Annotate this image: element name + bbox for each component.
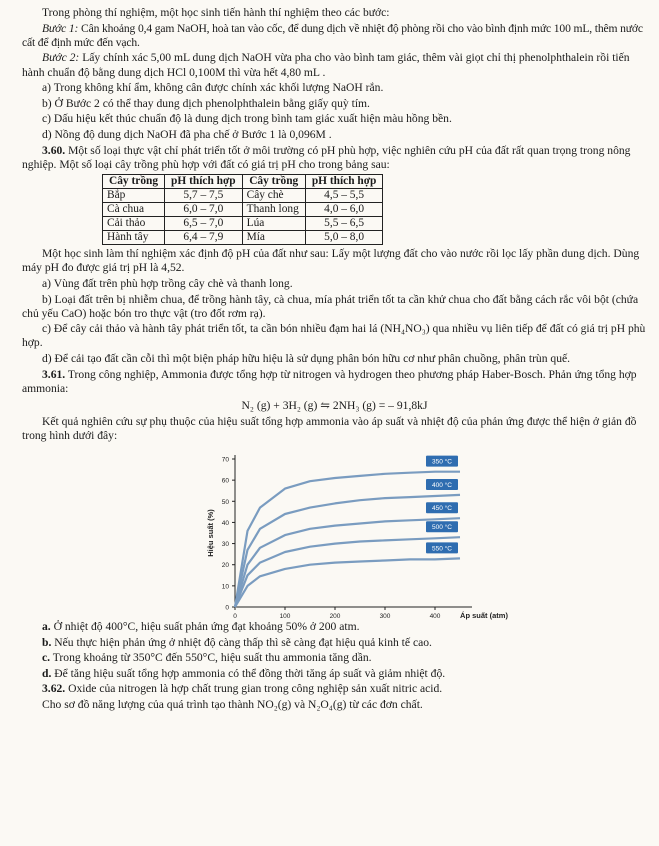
table-cell: Mía bbox=[242, 230, 305, 244]
q360-item-d: d) Để cải tạo đất cần cỗi thì một biện pháp hữu hiệu là sử dụng phân bón hữu cơ như phân chuồng, phân trùn quế. bbox=[42, 352, 571, 366]
step-1-text: Cân khoảng 0,4 gam NaOH, hoà tan vào cốc, để dung dịch về nhiệt độ phòng rồi cho vào bình định mức 100 mL, thêm nước cất để định mức đến vạch. bbox=[22, 21, 643, 49]
table-cell: 6,0 – 7,0 bbox=[165, 202, 243, 216]
table-cell: 4,5 – 5,5 bbox=[305, 188, 383, 202]
table-cell: Cải thảo bbox=[103, 216, 165, 230]
q360-intro-text: Một số loại thực vật chỉ phát triển tốt ở môi trường có pH phù hợp, việc nghiên cứu pH của đất rất quan trọng trong nông nghiệp. Một số loại cây trồng phù hợp với đất có giá trị pH cho trong bảng sau: bbox=[22, 143, 631, 171]
q362-number: 3.62. bbox=[42, 682, 66, 696]
q361-after: Kết quả nghiên cứu sự phụ thuộc của hiệu suất tổng hợp ammonia vào áp suất và nhiệt độ của phản ứng được thể hiện ở giản đồ trong hình dưới đây: bbox=[22, 415, 637, 443]
q361-item-b-label: b. bbox=[42, 635, 52, 649]
table-cell: 4,0 – 6,0 bbox=[305, 202, 383, 216]
step-2-label: Bước 2: bbox=[42, 51, 80, 65]
table-header: pH thích hợp bbox=[165, 174, 243, 188]
q361-item-a-text: Ở nhiệt độ 400°C, hiệu suất phản ứng đạt khoảng 50% ở 200 atm. bbox=[50, 619, 360, 633]
table-row bbox=[103, 230, 383, 244]
table-cell: Cây chè bbox=[242, 188, 305, 202]
q359-item-b: b) Ở Bước 2 có thể thay dung dịch phenolphthalein bằng giấy quỳ tím. bbox=[42, 96, 370, 110]
y-tick-label: 50 bbox=[221, 498, 229, 506]
table-cell: Thanh long bbox=[242, 202, 305, 216]
series-label: 550 °C bbox=[432, 545, 452, 553]
reaction-equation: N₂ (g) + 3H₂ (g) ⇋ 2NH₃ (g) = – 91,8kJ bbox=[241, 399, 428, 412]
table-cell: Lúa bbox=[242, 216, 305, 230]
step-1-label: Bước 1: bbox=[42, 21, 79, 35]
y-tick-label: 70 bbox=[221, 456, 229, 464]
table-header: Cây trồng bbox=[242, 174, 305, 188]
y-tick-label: 30 bbox=[221, 540, 229, 548]
step-1 bbox=[22, 22, 647, 50]
q361-item-c-label: c. bbox=[42, 651, 51, 665]
q361-item-d-text: Để tăng hiệu suất tổng hợp ammonia có thể đồng thời tăng áp suất và giảm nhiệt độ. bbox=[51, 666, 446, 680]
q361-item-a-label: a. bbox=[42, 619, 51, 633]
series-label: 350 °C bbox=[432, 458, 452, 466]
table-row bbox=[103, 188, 383, 202]
q361-intro-text: Trong công nghiệp, Ammonia được tổng hợp từ nitrogen và hydrogen theo phương pháp Haber-Bosch. Phản ứng tổng hợp ammonia: bbox=[22, 367, 637, 395]
q360-item-c: c) Để cây cải thảo và hành tây phát triển tốt, ta cần bón nhiều đạm hai lá (NH₄NO₃) qua nhiều vụ liên tiếp để đất có giá trị pH phù hợp. bbox=[22, 322, 646, 350]
q359-item-d: d) Nồng độ dung dịch NaOH đã pha chế ở Bước 1 là 0,096M . bbox=[42, 128, 332, 142]
x-tick-label: 300 bbox=[379, 612, 391, 620]
table-cell: Hành tây bbox=[103, 230, 165, 244]
series-line bbox=[235, 558, 460, 607]
x-tick-label: 200 bbox=[329, 612, 341, 620]
y-tick-label: 0 bbox=[225, 604, 229, 612]
q361-item-b bbox=[22, 636, 647, 650]
intro-text: Trong phòng thí nghiệm, một học sinh tiến hành thí nghiệm theo các bước: bbox=[42, 6, 390, 19]
table-header: pH thích hợp bbox=[305, 174, 383, 188]
q362-line-1-text: Oxide của nitrogen là hợp chất trung gian trong công nghiệp sản xuất nitric acid. bbox=[65, 682, 443, 696]
table-cell: 5,0 – 8,0 bbox=[305, 230, 383, 244]
q361-intro bbox=[22, 368, 647, 396]
table-cell: Bắp bbox=[103, 188, 165, 202]
q360-after: Một học sinh làm thí nghiệm xác định độ pH của đất như sau: Lấy một lượng đất cho vào nước rồi lọc lấy phần dung dịch. Dùng máy pH đo được giá trị pH là 4,52. bbox=[22, 247, 640, 275]
step-2 bbox=[22, 51, 647, 79]
table-cell: 6,5 – 7,0 bbox=[165, 216, 243, 230]
y-tick-label: 10 bbox=[221, 583, 229, 591]
x-axis-label: Áp suất (atm) bbox=[460, 610, 508, 620]
q360-item-a: a) Vùng đất trên phù hợp trồng cây chè và thanh long. bbox=[42, 276, 293, 290]
q362-line-1 bbox=[22, 682, 647, 696]
q361-item-d bbox=[22, 667, 647, 681]
series-label: 450 °C bbox=[432, 505, 452, 513]
y-tick-label: 40 bbox=[221, 519, 229, 527]
q361-number: 3.61. bbox=[42, 367, 66, 381]
table-cell: Cà chua bbox=[103, 202, 165, 216]
y-tick-label: 20 bbox=[221, 562, 229, 570]
q362-line-2: Cho sơ đồ năng lượng của quá trình tạo thành NO₂(g) và N₂O₄(g) từ các đơn chất. bbox=[42, 698, 423, 712]
table-cell: 5,5 – 6,5 bbox=[305, 216, 383, 230]
q361-item-c bbox=[22, 651, 647, 665]
q360-number: 3.60. bbox=[42, 143, 66, 157]
table-header: Cây trồng bbox=[103, 174, 165, 188]
x-tick-label: 0 bbox=[233, 612, 237, 620]
q360-item-b: b) Loại đất trên bị nhiễm chua, để trồng hành tây, cà chua, mía phát triển tốt ta cần khử chua cho đất bằng cách rắc vôi bột (chứa chủ yếu CaO) hoặc bón tro thực vật (tro đốt rơm rạ). bbox=[22, 292, 639, 320]
table-cell: 6,4 – 7,9 bbox=[165, 230, 243, 244]
yield-chart bbox=[0, 445, 659, 620]
yield-chart-svg bbox=[0, 445, 659, 620]
q361-item-d-label: d. bbox=[42, 666, 52, 680]
crop-ph-table bbox=[102, 174, 383, 246]
x-tick-label: 100 bbox=[279, 612, 291, 620]
table-cell: 5,7 – 7,5 bbox=[165, 188, 243, 202]
series-label: 400 °C bbox=[432, 481, 452, 489]
q359-item-c: c) Dấu hiệu kết thúc chuẩn độ là dung dịch trong bình tam giác xuất hiện màu hồng bền. bbox=[42, 112, 452, 126]
q361-item-c-text: Trong khoảng từ 350°C đến 550°C, hiệu suất thu ammonia tăng dần. bbox=[50, 651, 372, 665]
q361-item-b-text: Nếu thực hiện phản ứng ở nhiệt độ càng thấp thì sẽ càng đạt hiệu quả kinh tế cao. bbox=[51, 635, 432, 649]
table-header-row bbox=[103, 174, 383, 188]
table-row bbox=[103, 202, 383, 216]
table-row bbox=[103, 216, 383, 230]
y-axis-label: Hiệu suất (%) bbox=[206, 509, 215, 557]
x-tick-label: 400 bbox=[429, 612, 441, 620]
q360-intro bbox=[22, 144, 647, 172]
y-tick-label: 60 bbox=[221, 477, 229, 485]
q361-item-a bbox=[22, 620, 647, 634]
series-label: 500 °C bbox=[432, 524, 452, 532]
step-2-text: Lấy chính xác 5,00 mL dung dịch NaOH vừa pha cho vào bình tam giác, thêm vài giọt chỉ thị phenolphthalein rồi tiến hành chuẩn độ bằng dung dịch HCl 0,100M thì vừa hết 4,80 mL . bbox=[22, 51, 630, 79]
q359-item-a: a) Trong không khí ẩm, không cân được chính xác khối lượng NaOH rắn. bbox=[42, 81, 384, 95]
